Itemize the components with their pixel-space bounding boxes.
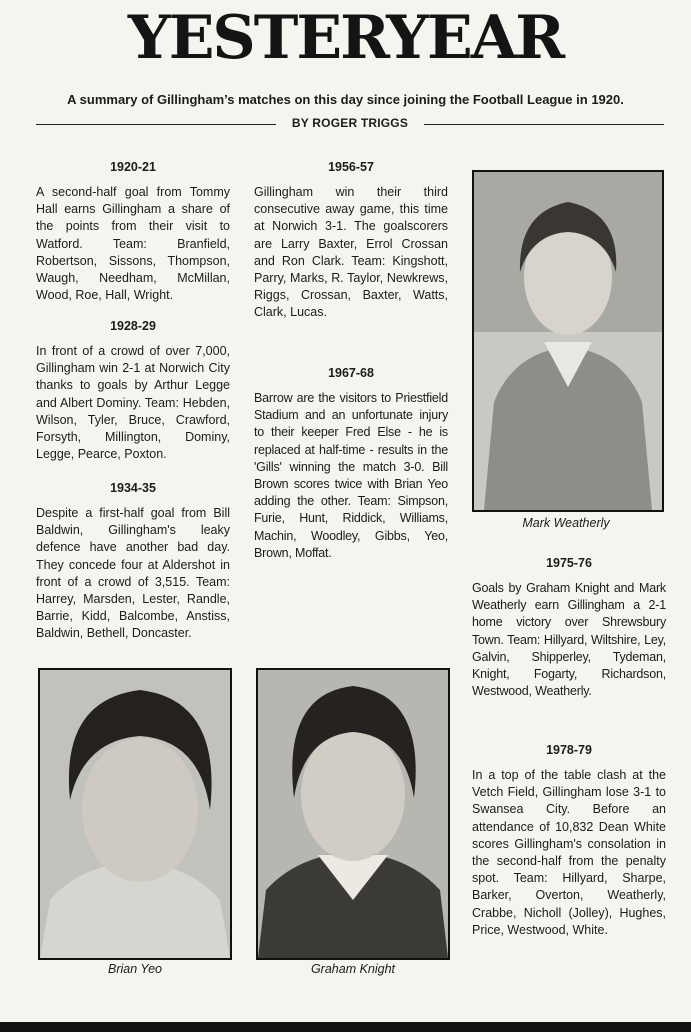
photo-mark-weatherly (472, 170, 664, 512)
byline-row (36, 116, 664, 134)
season-text-1956-57: Gillingham win their third consecutive away game, this time at Norwich 3-1. The goalscorers are Larry Baxter, Errol Crossan and Ron Clark. Team: Kingshott, Parry, Marks, R. Taylor, Newkrews, Riggs, Crossan, Baxter, Watts, Clark, Lucas. (254, 185, 448, 320)
season-heading-1975-76: 1975-76 (546, 556, 592, 570)
byline-rule-right (424, 124, 664, 125)
byline: BY ROGER TRIGGS (291, 116, 409, 130)
season-heading-1928-29: 1928-29 (110, 319, 156, 333)
season-text-1928-29: In front of a crowd of over 7,000, Gillingham win 2-1 at Norwich City thanks to goals by Arthur Legge and Albert Dominy. Team: Hebden, Wilson, Tyler, Bruce, Crawford, Forsyth, Millington, Dominy, Legge, Pearce, Poxton. (36, 344, 230, 462)
season-text-1978-79: In a top of the table clash at the Vetch Field, Gillingham lose 3-1 to Swansea City. Before an attendance of 10,832 Dean White scores Gillingham's consolation in the second-half from the penalty spot. Team: Hillyard, Sharpe, Barker, Overton, Weatherly, Crabbe, Nicholl (Jolley), Hughes, Price, Westwood, White. (472, 768, 666, 937)
season-text-1967-68: Barrow are the visitors to Priestfield Stadium and an unfortunate injury to their keeper Fred Else - he is replaced at half-time - results in the 'Gills' winning the match 3-0. Bill Brown scores twice with Brian Yeo adding the other. Team: Simpson, Furie, Hunt, Riddick, Williams, Machin, Woodley, Gibbs, Yeo, Brown, Moffat. (254, 391, 448, 560)
portrait-placeholder-icon (474, 172, 662, 510)
season-heading-1967-68: 1967-68 (328, 366, 374, 380)
photo-brian-yeo (38, 668, 232, 960)
page-bottom-border (0, 1022, 691, 1032)
season-text-1934-35: Despite a first-half goal from Bill Baldwin, Gillingham's leaky defence have another bad day. They concede four at Aldershot in front of a crowd of 3,515. Team: Harrey, Marsden, Lester, Randle, Barrie, Kidd, Balcombe, Anstiss, Baldwin, Bethell, Doncaster. (36, 506, 230, 641)
byline-rule-left (36, 124, 276, 125)
season-heading-1956-57: 1956-57 (328, 160, 374, 174)
page-subtitle: A summary of Gillingham’s matches on this day since joining the Football League in 1920. (67, 92, 624, 107)
season-heading-1934-35: 1934-35 (110, 481, 156, 495)
photo-caption-graham-knight: Graham Knight (310, 962, 396, 976)
portrait-placeholder-icon (258, 670, 448, 958)
page-title: YESTERYEAR (127, 3, 564, 73)
portrait-placeholder-icon (40, 670, 230, 958)
photo-caption-mark-weatherly: Mark Weatherly (522, 516, 610, 530)
photo-graham-knight (256, 668, 450, 960)
photo-caption-brian-yeo: Brian Yeo (108, 962, 162, 976)
season-heading-1978-79: 1978-79 (546, 743, 592, 757)
season-heading-1920-21: 1920-21 (110, 160, 156, 174)
season-text-1920-21: A second-half goal from Tommy Hall earns Gillingham a share of the points from their visit to Watford. Team: Branfield, Robertson, Sissons, Thompson, Waugh, Needham, McMillan, Wood, Roe, Hall, Wright. (36, 185, 230, 303)
season-text-1975-76: Goals by Graham Knight and Mark Weatherly earn Gillingham a 2-1 home victory over Shrewsbury Town. Team: Hillyard, Wiltshire, Ley, Galvin, Shipperley, Tydeman, Knight, Fogarty, Richardson, Westwood, Weatherly. (472, 581, 666, 699)
